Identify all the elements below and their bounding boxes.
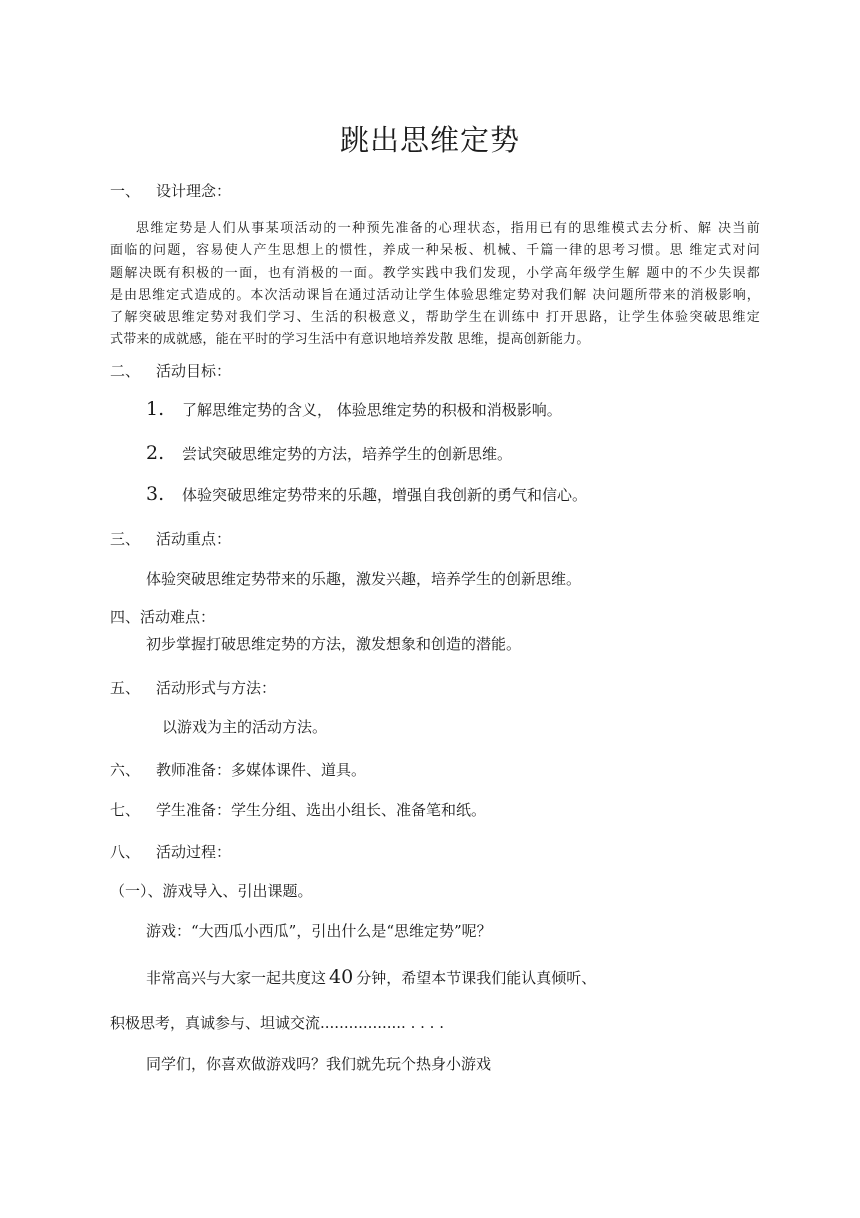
section-8-title: 活动过程： bbox=[156, 843, 232, 861]
section-8-heading bbox=[110, 841, 231, 862]
subsection-1-heading: （一）、游戏导入、引出课题。 bbox=[110, 882, 313, 900]
goal-text: 体验突破思维定势带来的乐趣，增强自我创新的勇气和信心。 bbox=[182, 486, 588, 504]
section-3-title: 活动重点： bbox=[156, 530, 232, 548]
section-3-text: 体验突破思维定势带来的乐趣，激发兴趣，培养学生的创新思维。 bbox=[146, 570, 582, 588]
goal-item-2 bbox=[146, 442, 512, 464]
goal-number: 2. bbox=[146, 442, 165, 464]
paragraph-line: 式带来的成就感，能在平时的学习生活中有意识地培养发散 思维，提高创新能力。 bbox=[110, 332, 590, 348]
document-title: 跳出思维定势 bbox=[339, 123, 520, 157]
section-6-number: 六、 bbox=[110, 761, 141, 779]
section-2-title: 活动目标： bbox=[156, 362, 232, 380]
goal-item-3 bbox=[146, 483, 587, 505]
section-5-title: 活动形式与方法： bbox=[156, 679, 277, 697]
section-5-number: 五、 bbox=[110, 679, 141, 697]
goal-text: 了解思维定势的含义， 体验思维定势的积极和消极影响。 bbox=[182, 401, 562, 419]
section-8-number: 八、 bbox=[110, 843, 141, 861]
section-4-text: 初步掌握打破思维定势的方法，激发想象和创造的潜能。 bbox=[146, 635, 522, 653]
closing-line: 同学们，你喜欢做游戏吗？我们就先玩个热身小游戏 bbox=[146, 1055, 492, 1073]
section-5-text: 以游戏为主的活动方法。 bbox=[162, 718, 328, 736]
section-2-number: 二、 bbox=[110, 362, 141, 380]
intro-text-a: 非常高兴与大家一起共度这 bbox=[146, 969, 327, 987]
section-6-heading bbox=[110, 759, 366, 780]
paragraph-line: 面临的问题，容易使人产生思想上的惯性，养成一种呆板、机械、千篇一律的思考习惯。思 维定式对问 bbox=[110, 243, 760, 259]
section-7-heading bbox=[110, 799, 486, 820]
goal-number: 3. bbox=[146, 483, 165, 505]
section-1-number: 一、 bbox=[110, 182, 141, 200]
intro-line-2: 积极思考，真诚参与、坦诚交流.................. . . . . bbox=[110, 1014, 444, 1032]
section-2-heading bbox=[110, 360, 231, 381]
section-5-heading bbox=[110, 677, 276, 698]
paragraph-line: 思维定势是人们从事某项活动的一种预先准备的心理状态，指用已有的思维模式去分析、解 决当前 bbox=[136, 221, 760, 236]
section-6-title: 教师准备：多媒体课件、道具。 bbox=[156, 761, 367, 779]
game-line: 游戏：“大西瓜小西瓜”，引出什么是“思维定势”呢？ bbox=[146, 922, 492, 940]
section-1-title: 设计理念： bbox=[156, 182, 232, 200]
design-concept-paragraph bbox=[110, 218, 760, 352]
goal-text: 尝试突破思维定势的方法，培养学生的创新思维。 bbox=[182, 445, 513, 463]
section-1-heading bbox=[110, 180, 231, 201]
section-7-number: 七、 bbox=[110, 801, 141, 819]
section-7-title: 学生准备：学生分组、选出小组长、准备笔和纸。 bbox=[156, 801, 487, 819]
intro-text-b: 分钟，希望本节课我们能认真倾听、 bbox=[356, 969, 597, 987]
paragraph-line: 了解突破思维定势对我们学习、生活的积极意义，帮助学生在训练中 打开思路，让学生体验突破思维定 bbox=[110, 310, 760, 326]
goal-number: 1. bbox=[146, 398, 165, 420]
goal-item-1 bbox=[146, 398, 562, 420]
section-4-heading: 四、活动难点： bbox=[110, 608, 216, 626]
intro-line-1 bbox=[146, 966, 596, 988]
paragraph-line: 是由思维定式造成的。本次活动课旨在通过活动让学生体验思维定势对我们解 决问题所带来的消极影响， bbox=[110, 287, 760, 303]
paragraph-line: 题解决既有积极的一面，也有消极的一面。教学实践中我们发现，小学高年级学生解 题中的不少失误都 bbox=[110, 265, 760, 281]
section-3-heading bbox=[110, 528, 231, 549]
intro-number: 40 bbox=[329, 966, 354, 988]
section-3-number: 三、 bbox=[110, 530, 141, 548]
